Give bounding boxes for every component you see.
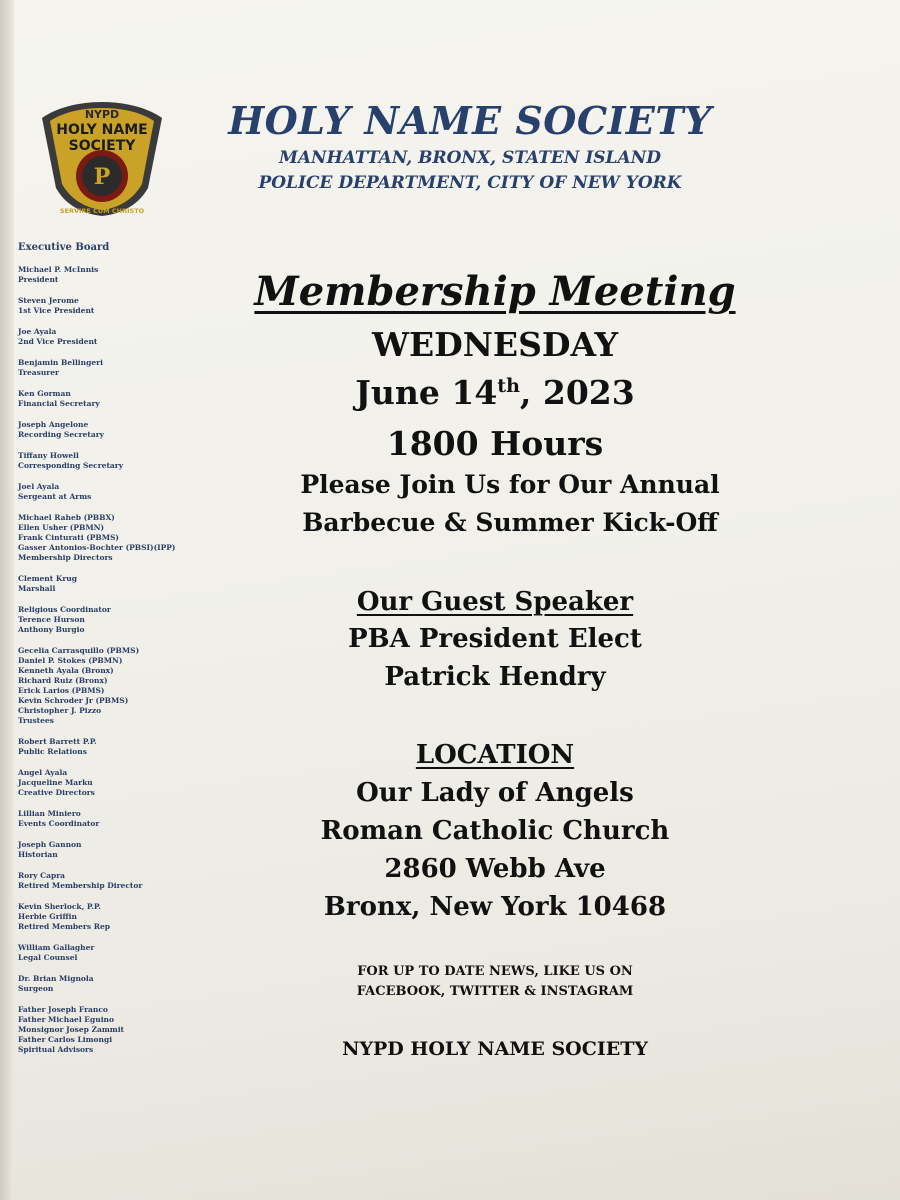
invite-line1: Please Join Us for Our Annual	[300, 470, 720, 499]
board-member-name: Gecelia Carrasquillo (PBMS)	[18, 646, 140, 655]
board-member-name: Angel Ayala	[18, 768, 68, 777]
board-role: Historian	[18, 850, 58, 859]
board-role: Membership Directors	[18, 553, 113, 562]
board-member-group	[18, 296, 223, 316]
society-title: HOLY NAME SOCIETY	[228, 98, 712, 143]
board-member-name: Daniel P. Stokes (PBMN)	[18, 656, 123, 665]
board-member-name: Steven Jerome	[18, 296, 79, 305]
board-role: Treasurer	[18, 368, 59, 377]
board-member-group	[18, 265, 223, 285]
board-member-name: Lillian Miniero	[18, 809, 81, 818]
meeting-time: 1800 Hours	[386, 424, 604, 463]
board-role: 1st Vice President	[18, 306, 95, 315]
board-role: President	[18, 275, 59, 284]
board-member-group	[18, 358, 223, 378]
board-member-name: Herbie Griffin	[18, 912, 77, 921]
board-member-group	[18, 605, 223, 635]
board-member-name: Dr. Brian Mignola	[18, 974, 94, 983]
board-member-name: William Gallagher	[18, 943, 95, 952]
board-member-name: Ellen Usher (PBMN)	[18, 523, 105, 532]
board-member-name: Rory Capra	[18, 871, 66, 880]
board-member-name: Richard Ruiz (Bronx)	[18, 676, 108, 685]
board-member-group	[18, 840, 223, 860]
board-member-name: Kenneth Ayala (Bronx)	[18, 666, 114, 675]
social-line1: FOR UP TO DATE NEWS, LIKE US ON	[357, 964, 633, 979]
meeting-title: Membership Meeting	[254, 268, 736, 315]
board-member-group	[18, 737, 223, 757]
board-member-name: Michael P. McInnis	[18, 265, 99, 274]
logo-line1: HOLY NAME	[56, 122, 148, 138]
board-member-name: Robert Barrett P.P.	[18, 737, 97, 746]
board-role: Financial Secretary	[18, 399, 100, 408]
board-member-name: Ken Gorman	[18, 389, 71, 398]
society-signature: NYPD HOLY NAME SOCIETY	[342, 1038, 648, 1060]
svg-text:P: P	[93, 164, 111, 190]
board-member-name: Father Michael Eguino	[18, 1015, 115, 1024]
board-role: Sergeant at Arms	[18, 492, 92, 501]
board-role: Anthony Burgio	[18, 625, 85, 634]
board-role: Surgeon	[18, 984, 54, 993]
location-line3: 2860 Webb Ave	[384, 854, 606, 884]
board-role: Marshall	[18, 584, 56, 593]
board-member-name: Kevin Sherlock, P.P.	[18, 902, 101, 911]
board-member-name: Joseph Gannon	[18, 840, 82, 849]
board-role: Corresponding Secretary	[18, 461, 124, 470]
location-line1: Our Lady of Angels	[356, 778, 634, 808]
board-member-group	[18, 574, 223, 594]
board-member-group	[18, 482, 223, 502]
board-member-list	[18, 265, 223, 1055]
board-member-name: Jacqueline Marku	[18, 778, 93, 787]
board-member-group	[18, 974, 223, 994]
board-member-name: Christopher J. Pizzo	[18, 706, 102, 715]
board-member-name: Tiffany Howell	[18, 451, 79, 460]
logo-line2: SOCIETY	[68, 138, 136, 154]
meeting-day: WEDNESDAY	[371, 325, 619, 364]
board-role: Recording Secretary	[18, 430, 105, 439]
board-member-name: Gasser Antonios-Bochter (PBSI)(IPP)	[18, 543, 176, 552]
board-role: Legal Counsel	[18, 953, 78, 962]
subtitle-line2: POLICE DEPARTMENT, CITY OF NEW YORK	[258, 173, 682, 193]
board-member-group	[18, 327, 223, 347]
board-member-name: Joe Ayala	[18, 327, 57, 336]
board-role: Events Coordinator	[18, 819, 100, 828]
location-line4: Bronx, New York 10468	[323, 892, 667, 922]
board-member-group	[18, 768, 223, 798]
guest-speaker-heading: Our Guest Speaker	[356, 587, 634, 617]
board-member-name: Frank Cinturati (PBMS)	[18, 533, 119, 542]
board-member-name: Clement Krug	[18, 574, 77, 583]
board-member-name: Father Carlos Limongi	[18, 1035, 113, 1044]
board-member-name: Benjamin Bellingeri	[18, 358, 103, 367]
board-member-name: Father Joseph Franco	[18, 1005, 108, 1014]
invite-line2: Barbecue & Summer Kick-Off	[302, 508, 718, 537]
board-role: Retired Members Rep	[18, 922, 110, 931]
board-member-group	[18, 646, 223, 726]
location-heading: LOCATION	[415, 740, 575, 770]
nypd-hns-logo	[38, 98, 166, 218]
board-member-name: Religious Coordinator	[18, 605, 111, 614]
speaker-title: PBA President Elect	[348, 624, 642, 654]
logo-top-text: NYPD	[84, 108, 120, 121]
board-member-name: Monsignor Josep Zammit	[18, 1025, 125, 1034]
board-member-name: Michael Raheb (PBBX)	[18, 513, 115, 522]
board-member-group	[18, 902, 223, 932]
board-member-name: Joel Ayala	[18, 482, 60, 491]
board-member-group	[18, 420, 223, 440]
board-role: Trustees	[18, 716, 54, 725]
board-member-group	[18, 943, 223, 963]
board-member-name: Erick Larios (PBMS)	[18, 686, 105, 695]
executive-board-heading: Executive Board	[18, 242, 110, 253]
meeting-date: June 14th, 2023	[355, 373, 635, 412]
board-role: Public Relations	[18, 747, 87, 756]
location-line2: Roman Catholic Church	[320, 816, 670, 846]
board-member-group	[18, 389, 223, 409]
board-member-group	[18, 451, 223, 471]
board-role: Retired Membership Director	[18, 881, 143, 890]
board-role: Creative Directors	[18, 788, 95, 797]
board-member-group	[18, 513, 223, 563]
speaker-name: Patrick Hendry	[384, 662, 606, 692]
subtitle-line1: MANHATTAN, BRONX, STATEN ISLAND	[279, 148, 661, 168]
board-member-name: Kevin Schroder Jr (PBMS)	[18, 696, 129, 705]
board-member-name: Terence Hurson	[18, 615, 85, 624]
executive-board-sidebar	[18, 242, 223, 1066]
board-role: Spiritual Advisors	[18, 1045, 94, 1054]
logo-motto: SERVIRE CUM CHRISTO	[59, 207, 145, 215]
board-member-group	[18, 871, 223, 891]
social-line2: FACEBOOK, TWITTER & INSTAGRAM	[356, 984, 634, 999]
board-role: 2nd Vice President	[18, 337, 98, 346]
board-member-group	[18, 1005, 223, 1055]
board-member-group	[18, 809, 223, 829]
board-member-name: Joseph Angelone	[18, 420, 89, 429]
